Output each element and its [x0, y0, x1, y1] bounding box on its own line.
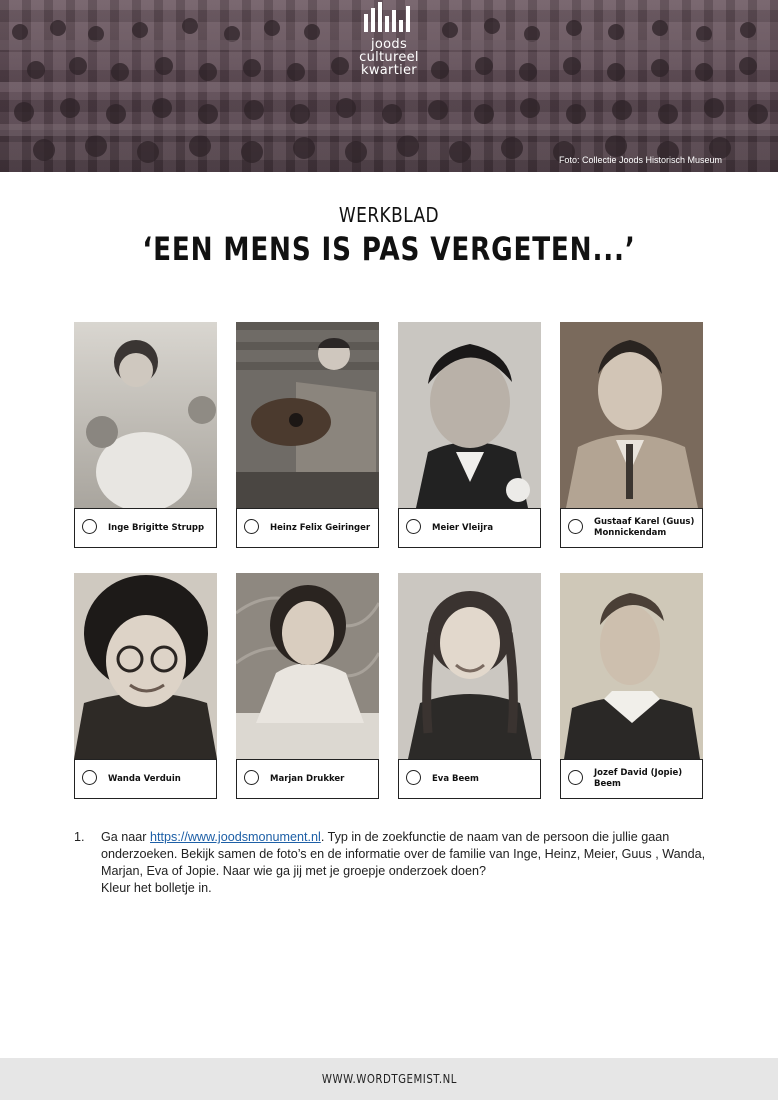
person-card-guus [560, 322, 703, 548]
person-label [560, 508, 703, 548]
footer-url[interactable]: WWW.WORDTGEMIST.NL [321, 1072, 457, 1086]
photo-credit: Foto: Collectie Joods Historisch Museum [558, 155, 722, 165]
person-name: Jozef David (Jopie) Beem [594, 768, 683, 789]
logo-line-1: joods [370, 37, 408, 52]
instruction-number: 1. [74, 830, 85, 844]
select-circle[interactable] [244, 770, 259, 785]
person-name: Heinz Felix Geiringer [270, 522, 371, 533]
portrait-photo [74, 322, 217, 508]
select-circle[interactable] [568, 770, 583, 785]
logo-line-2: cultureel [359, 50, 419, 65]
person-label [560, 759, 703, 799]
person-card-wanda [74, 573, 217, 799]
logo-line-3: kwartier [361, 63, 417, 78]
person-name: Wanda Verduin [108, 773, 181, 784]
document-label: WERKBLAD [338, 203, 440, 227]
person-name: Gustaaf Karel (Guus) Monnickendam [594, 517, 695, 538]
person-name: Marjan Drukker [270, 773, 345, 784]
instruction-main: . Typ in de zoekfunctie de naam van de persoon die jullie gaan onderzoeken. Bekijk samen de foto’s en de informatie over de familie van Inge, Heinz, Meier, Guus , Wanda, Marjan, Eva of Jopie. Naar wie ga jij met je groepje onderzoek doen? [101, 830, 706, 878]
portrait-photo [236, 573, 379, 759]
select-circle[interactable] [244, 519, 259, 534]
portrait-photo [560, 573, 703, 759]
person-card-inge [74, 322, 217, 548]
person-card-eva [398, 573, 541, 799]
joodsmonument-link[interactable]: https://www.joodsmonument.nl [150, 830, 321, 844]
person-label [74, 759, 217, 799]
person-card-marjan [236, 573, 379, 799]
person-label [236, 508, 379, 548]
instruction-color-in: Kleur het bolletje in. [101, 881, 212, 895]
select-circle[interactable] [406, 770, 421, 785]
person-label [74, 508, 217, 548]
person-label [398, 508, 541, 548]
person-name: Eva Beem [432, 773, 479, 784]
portrait-photo [74, 573, 217, 759]
person-card-meier [398, 322, 541, 548]
person-label [236, 759, 379, 799]
person-card-heinz [236, 322, 379, 548]
select-circle[interactable] [82, 519, 97, 534]
portrait-photo [398, 322, 541, 508]
instruction-prefix: Ga naar [101, 830, 151, 844]
select-circle[interactable] [568, 519, 583, 534]
logo-bars-icon [362, 2, 416, 32]
footer [0, 1058, 778, 1100]
instruction-text [101, 829, 711, 897]
person-label [398, 759, 541, 799]
select-circle[interactable] [406, 519, 421, 534]
portrait-photo [560, 322, 703, 508]
select-circle[interactable] [82, 770, 97, 785]
page-title: ‘EEN MENS IS PAS VERGETEN...’ [142, 230, 636, 268]
header-banner [0, 0, 778, 172]
person-card-jopie [560, 573, 703, 799]
joods-cultureel-kwartier-logo [352, 2, 426, 77]
portrait-photo [398, 573, 541, 759]
portrait-photo [236, 322, 379, 508]
person-name: Inge Brigitte Strupp [108, 522, 205, 533]
person-name: Meier Vleijra [432, 522, 494, 533]
